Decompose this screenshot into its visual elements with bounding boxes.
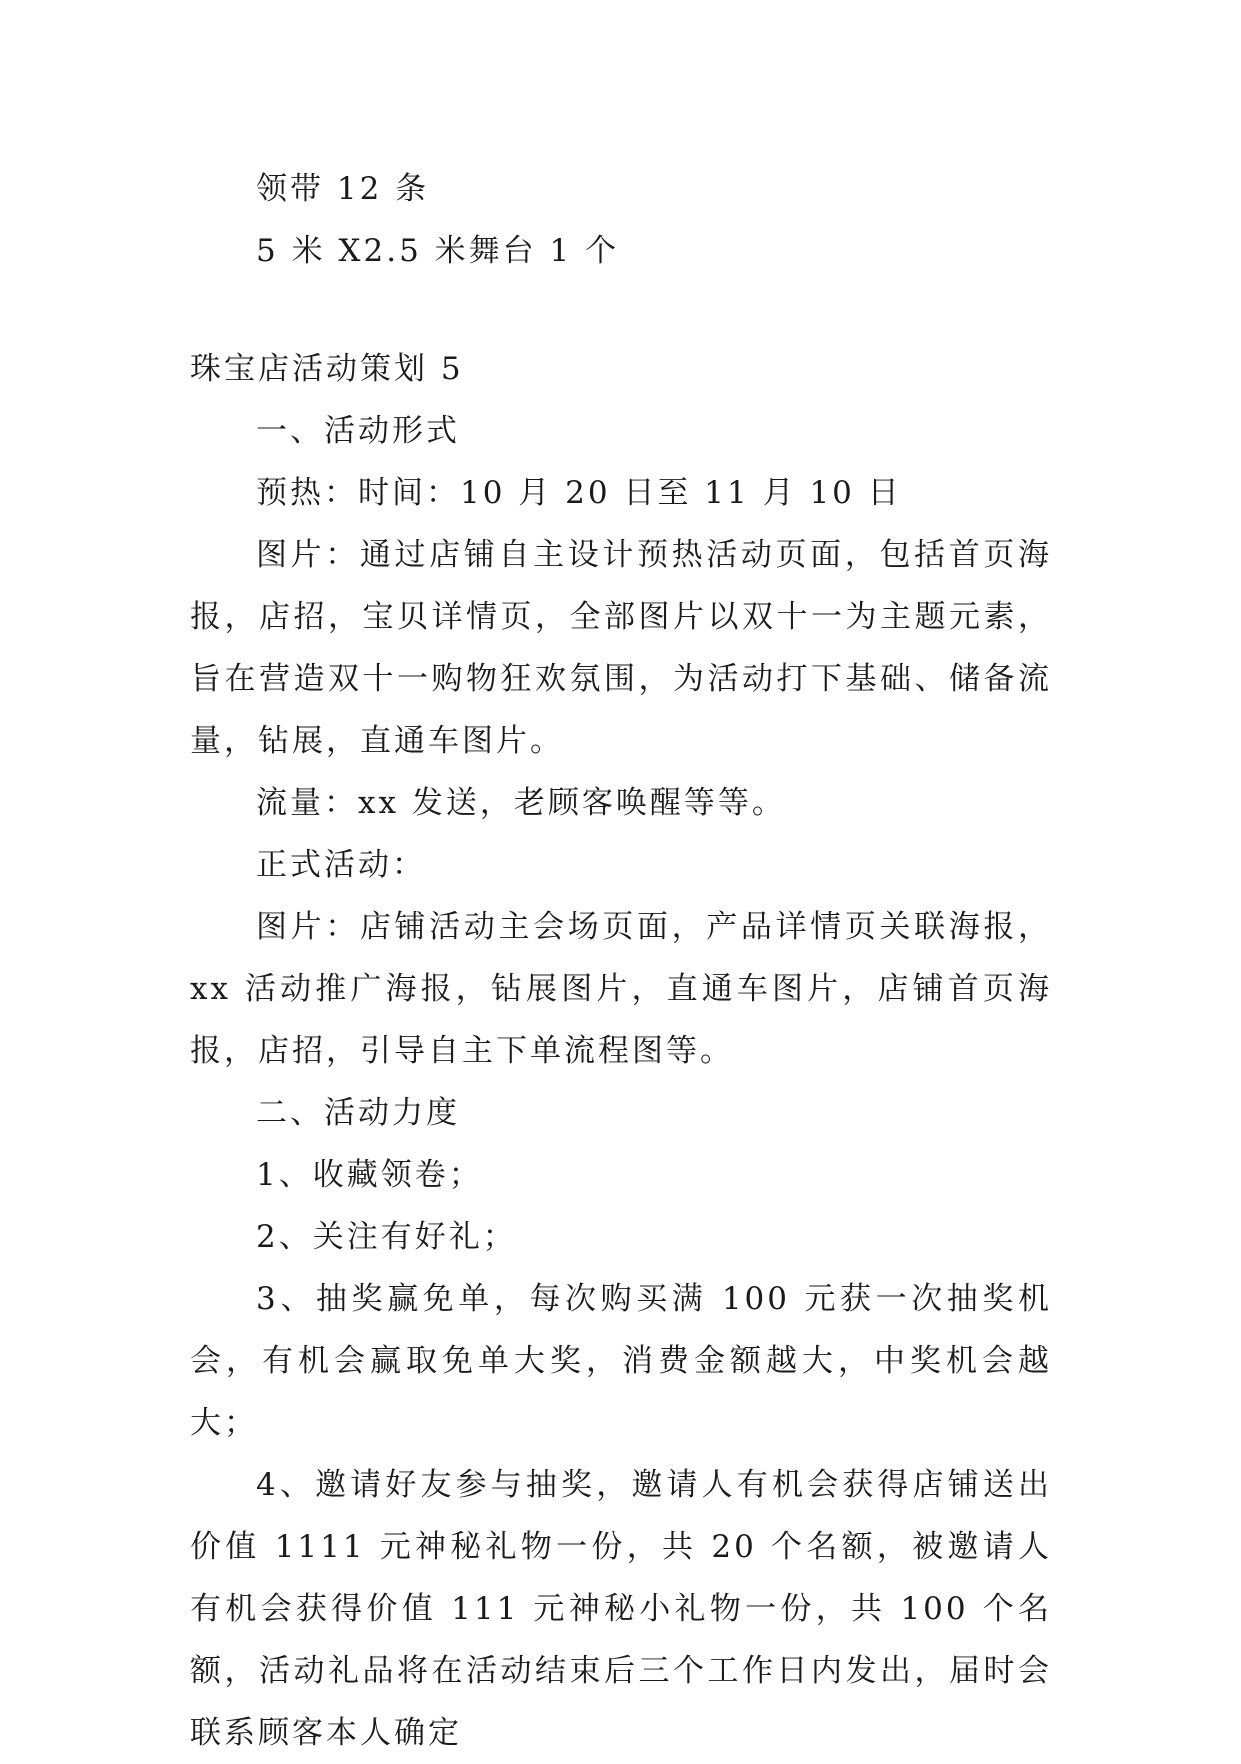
spacer <box>190 282 1052 338</box>
preheat-time: 预热：时间：10 月 20 日至 11 月 10 日 <box>256 475 902 511</box>
section-title: 珠宝店活动策划 5 <box>190 351 464 387</box>
preheat-images-paragraph: 图片：通过店铺自主设计预热活动页面，包括首页海报，店招，宝贝详情页，全部图片以双十一为主题元素，旨在营造双十一购物狂欢氛围，为活动打下基础、储备流量，钻展，直通车图片。 <box>190 537 1052 759</box>
item-invite-friends: 4、邀请好友参与抽奖，邀请人有机会获得店铺送出价值 1111 元神秘礼物一份，共 20 个名额，被邀请人有机会获得价值 111 元神秘小礼物一份，共 100 个名额，活动礼品将在活动结束后三个工作日内发出，届时会联系顾客本人确定 <box>190 1467 1052 1751</box>
document-page <box>190 158 1052 1764</box>
item-collect-coupon: 1、收藏领卷； <box>256 1157 483 1193</box>
list-line-stage: 5 米 X2.5 米舞台 1 个 <box>256 233 620 269</box>
formal-images-paragraph: 图片：店铺活动主会场页面，产品详情页关联海报，xx 活动推广海报，钻展图片，直通车图片，店铺首页海报，店招，引导自主下单流程图等。 <box>190 909 1052 1069</box>
formal-activity-label: 正式活动： <box>256 847 426 883</box>
item-follow-gift: 2、关注有好礼； <box>256 1219 517 1255</box>
item-lottery-free-order: 3、抽奖赢免单，每次购买满 100 元获一次抽奖机会，有机会赢取免单大奖，消费金额越大，中奖机会越大； <box>190 1281 1052 1441</box>
heading-activity-form: 一、活动形式 <box>256 413 460 449</box>
list-line-ties: 领带 12 条 <box>256 171 430 207</box>
traffic-paragraph: 流量：xx 发送，老顾客唤醒等等。 <box>256 785 786 821</box>
heading-activity-strength: 二、活动力度 <box>256 1095 460 1131</box>
